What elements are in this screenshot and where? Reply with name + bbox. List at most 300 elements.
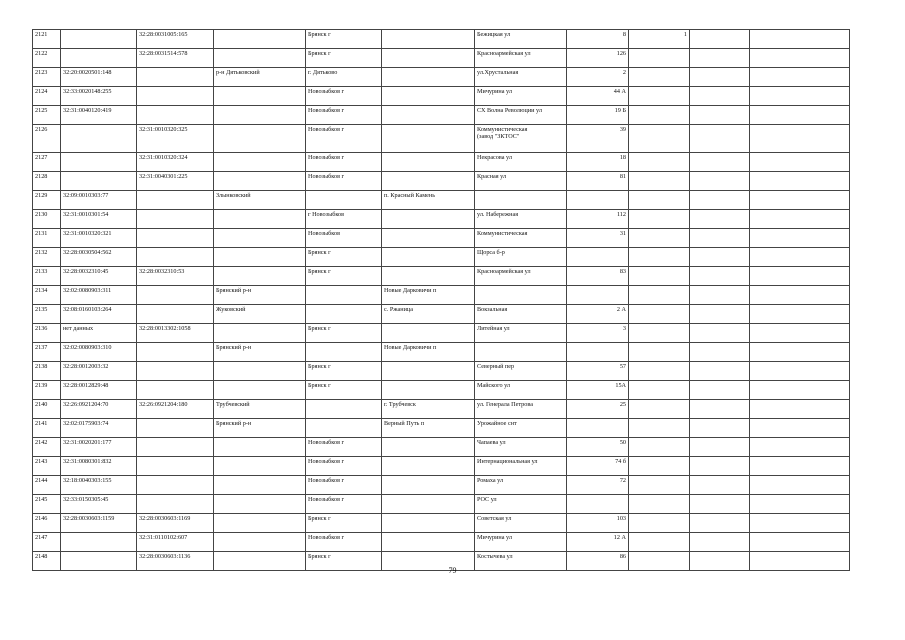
cell-settlement: Новые Дарковичи п	[382, 286, 475, 305]
cell-building-number	[629, 172, 690, 191]
table-row	[33, 438, 850, 457]
cell-house-number: 81	[567, 172, 629, 191]
table-row	[33, 87, 850, 106]
cell-cadastral-number-related: 32:28:0031514:578	[137, 49, 214, 68]
cell-cadastral-number: 32:31:0020201:177	[61, 438, 137, 457]
cell-city: Новозыбков г	[306, 172, 382, 191]
cell-street: Некрасова ул	[475, 153, 567, 172]
cell-settlement	[382, 210, 475, 229]
cell-building-number	[629, 87, 690, 106]
cell-extra-1	[690, 400, 750, 419]
cell-extra-2	[750, 514, 850, 533]
cell-extra-1	[690, 267, 750, 286]
cell-cadastral-number: нет данных	[61, 324, 137, 343]
cell-extra-2	[750, 87, 850, 106]
cell-extra-2	[750, 229, 850, 248]
cell-building-number	[629, 267, 690, 286]
cell-street: Мичурина ул	[475, 533, 567, 552]
cell-district: Трубчевский	[214, 400, 306, 419]
table-row	[33, 533, 850, 552]
cell-street: Интернациональная ул	[475, 457, 567, 476]
cell-district: Брянский р-н	[214, 419, 306, 438]
cell-building-number	[629, 476, 690, 495]
cell-settlement	[382, 153, 475, 172]
cell-city: Новозыбков г	[306, 125, 382, 153]
cell-city	[306, 400, 382, 419]
cell-house-number: 25	[567, 400, 629, 419]
cell-extra-1	[690, 457, 750, 476]
cell-district	[214, 533, 306, 552]
cell-row-number: 2144	[33, 476, 61, 495]
cell-settlement: п. Красный Камень	[382, 191, 475, 210]
cell-city: г Новозыбков	[306, 210, 382, 229]
cell-house-number: 112	[567, 210, 629, 229]
cell-district: р-н Дятьковский	[214, 68, 306, 87]
cell-district	[214, 476, 306, 495]
cell-city: Брянск г	[306, 381, 382, 400]
cell-street: СХ Волна Революции ул	[475, 106, 567, 125]
cell-extra-2	[750, 191, 850, 210]
cell-district: Брянский р-н	[214, 286, 306, 305]
cell-extra-2	[750, 400, 850, 419]
table-row	[33, 49, 850, 68]
registry-sheet	[32, 29, 850, 571]
cell-cadastral-number: 32:09:0010303:77	[61, 191, 137, 210]
cell-street: Красноармейская ул	[475, 267, 567, 286]
cell-row-number: 2131	[33, 229, 61, 248]
cell-city	[306, 419, 382, 438]
cell-cadastral-number-related	[137, 457, 214, 476]
cell-cadastral-number: 32:28:0032310:45	[61, 267, 137, 286]
cell-building-number	[629, 191, 690, 210]
cell-city	[306, 343, 382, 362]
cell-settlement	[382, 457, 475, 476]
cell-street	[475, 343, 567, 362]
table-row	[33, 172, 850, 191]
cell-district	[214, 248, 306, 267]
cell-district	[214, 153, 306, 172]
cell-extra-2	[750, 68, 850, 87]
cell-city: Брянск г	[306, 248, 382, 267]
cell-street: Красная ул	[475, 172, 567, 191]
table-row	[33, 476, 850, 495]
page-number: 79	[448, 566, 457, 575]
cell-cadastral-number-related: 32:28:0032310:53	[137, 267, 214, 286]
table-row	[33, 191, 850, 210]
cell-cadastral-number	[61, 125, 137, 153]
cell-building-number	[629, 305, 690, 324]
cell-building-number	[629, 229, 690, 248]
cell-extra-1	[690, 438, 750, 457]
cell-extra-2	[750, 495, 850, 514]
cell-house-number: 83	[567, 267, 629, 286]
cell-street: Бежицкая ул	[475, 30, 567, 49]
cell-cadastral-number: 32:28:0030504:562	[61, 248, 137, 267]
table-row	[33, 419, 850, 438]
cell-row-number: 2143	[33, 457, 61, 476]
cell-extra-2	[750, 438, 850, 457]
cell-cadastral-number-related: 32:31:0040301:225	[137, 172, 214, 191]
cell-row-number: 2136	[33, 324, 61, 343]
cell-city: Новозыбков г	[306, 87, 382, 106]
table-row	[33, 30, 850, 49]
cell-district: Злынковский	[214, 191, 306, 210]
cell-house-number: 44 А	[567, 87, 629, 106]
cell-row-number: 2133	[33, 267, 61, 286]
cell-row-number: 2142	[33, 438, 61, 457]
cell-extra-1	[690, 191, 750, 210]
cell-city	[306, 286, 382, 305]
cell-cadastral-number-related	[137, 191, 214, 210]
cell-cadastral-number-related	[137, 495, 214, 514]
table-row	[33, 229, 850, 248]
cell-cadastral-number: 32:31:0010320:321	[61, 229, 137, 248]
cell-building-number	[629, 210, 690, 229]
cell-cadastral-number	[61, 172, 137, 191]
cell-building-number	[629, 125, 690, 153]
cell-extra-1	[690, 343, 750, 362]
cell-settlement	[382, 49, 475, 68]
cell-city	[306, 305, 382, 324]
cell-district	[214, 87, 306, 106]
cell-extra-1	[690, 87, 750, 106]
cell-street	[475, 191, 567, 210]
cell-street: Чапаева ул	[475, 438, 567, 457]
cell-row-number: 2132	[33, 248, 61, 267]
cell-city: Новозыбков	[306, 229, 382, 248]
cell-extra-1	[690, 381, 750, 400]
cell-extra-2	[750, 153, 850, 172]
table-row	[33, 514, 850, 533]
cell-extra-2	[750, 362, 850, 381]
cell-settlement	[382, 87, 475, 106]
cell-cadastral-number: 32:28:0030603:1159	[61, 514, 137, 533]
cell-district: Жуковский	[214, 305, 306, 324]
cell-cadastral-number	[61, 30, 137, 49]
cell-row-number: 2148	[33, 552, 61, 571]
cell-cadastral-number: 32:02:0175903:74	[61, 419, 137, 438]
cell-house-number: 39	[567, 125, 629, 153]
cell-extra-1	[690, 68, 750, 87]
cell-extra-2	[750, 343, 850, 362]
cell-row-number: 2128	[33, 172, 61, 191]
cell-row-number: 2138	[33, 362, 61, 381]
cell-row-number: 2125	[33, 106, 61, 125]
cell-cadastral-number-related: 32:26:0921204:180	[137, 400, 214, 419]
cell-extra-1	[690, 324, 750, 343]
table-row	[33, 106, 850, 125]
cell-cadastral-number-related	[137, 381, 214, 400]
table-row	[33, 343, 850, 362]
cell-district: Брянский р-н	[214, 343, 306, 362]
cell-settlement	[382, 381, 475, 400]
cell-row-number: 2137	[33, 343, 61, 362]
cell-street: Коммунистическая	[475, 229, 567, 248]
cell-street: ул.Хрустальная	[475, 68, 567, 87]
cell-city: Новозыбков г	[306, 533, 382, 552]
cell-building-number	[629, 495, 690, 514]
cell-house-number: 2 А	[567, 305, 629, 324]
cell-row-number: 2135	[33, 305, 61, 324]
cell-settlement: Новые Дарковичи п	[382, 343, 475, 362]
cell-settlement	[382, 125, 475, 153]
table-row	[33, 68, 850, 87]
cell-district	[214, 514, 306, 533]
table-row	[33, 286, 850, 305]
cell-district	[214, 125, 306, 153]
cell-city: Брянск г	[306, 30, 382, 49]
table-row	[33, 153, 850, 172]
cell-city: Брянск г	[306, 362, 382, 381]
cell-cadastral-number: 32:31:0040120:419	[61, 106, 137, 125]
cell-street: Урожайное снт	[475, 419, 567, 438]
cell-row-number: 2127	[33, 153, 61, 172]
cell-extra-2	[750, 210, 850, 229]
cell-extra-2	[750, 457, 850, 476]
registry-table-body	[33, 30, 850, 571]
cell-row-number: 2123	[33, 68, 61, 87]
cell-district	[214, 362, 306, 381]
cell-extra-1	[690, 362, 750, 381]
cell-city: Новозыбков г	[306, 476, 382, 495]
cell-building-number	[629, 106, 690, 125]
cell-settlement	[382, 495, 475, 514]
cell-settlement	[382, 267, 475, 286]
cell-extra-2	[750, 476, 850, 495]
cell-cadastral-number: 32:28:0012829:48	[61, 381, 137, 400]
cell-extra-1	[690, 248, 750, 267]
cell-cadastral-number-related	[137, 419, 214, 438]
cell-building-number	[629, 457, 690, 476]
cell-extra-2	[750, 172, 850, 191]
cell-cadastral-number: 32:08:0160103:264	[61, 305, 137, 324]
cell-cadastral-number: 32:02:0080903:310	[61, 343, 137, 362]
cell-street: ул. Генерала Петрова	[475, 400, 567, 419]
cell-extra-1	[690, 305, 750, 324]
cell-row-number: 2126	[33, 125, 61, 153]
cell-settlement	[382, 229, 475, 248]
cell-settlement	[382, 533, 475, 552]
cell-house-number: 57	[567, 362, 629, 381]
table-row	[33, 495, 850, 514]
cell-district	[214, 229, 306, 248]
cell-building-number	[629, 286, 690, 305]
cell-extra-2	[750, 248, 850, 267]
cell-cadastral-number-related	[137, 362, 214, 381]
cell-building-number	[629, 419, 690, 438]
cell-building-number	[629, 400, 690, 419]
registry-table	[32, 29, 850, 571]
cell-city: Брянск г	[306, 324, 382, 343]
cell-district	[214, 30, 306, 49]
cell-house-number	[567, 495, 629, 514]
cell-city: Новозыбков г	[306, 106, 382, 125]
cell-extra-2	[750, 30, 850, 49]
cell-city: Брянск г	[306, 267, 382, 286]
cell-house-number: 31	[567, 229, 629, 248]
cell-house-number: 103	[567, 514, 629, 533]
cell-building-number	[629, 324, 690, 343]
cell-cadastral-number	[61, 153, 137, 172]
cell-extra-2	[750, 286, 850, 305]
cell-settlement	[382, 438, 475, 457]
cell-district	[214, 438, 306, 457]
cell-city: Новозыбков г	[306, 495, 382, 514]
cell-house-number: 12 А	[567, 533, 629, 552]
cell-city: Брянск г	[306, 49, 382, 68]
cell-street: РОС ул	[475, 495, 567, 514]
cell-street: Литейная ул	[475, 324, 567, 343]
cell-house-number: 15А	[567, 381, 629, 400]
cell-cadastral-number-related	[137, 87, 214, 106]
cell-cadastral-number: 32:33:0020148:255	[61, 87, 137, 106]
cell-extra-1	[690, 419, 750, 438]
cell-cadastral-number-related	[137, 68, 214, 87]
cell-street: Майского ул	[475, 381, 567, 400]
cell-settlement	[382, 30, 475, 49]
cell-cadastral-number-related	[137, 248, 214, 267]
table-row	[33, 305, 850, 324]
cell-city: Новозыбков г	[306, 457, 382, 476]
cell-extra-1	[690, 229, 750, 248]
cell-building-number	[629, 514, 690, 533]
cell-settlement: г. Трубчевск	[382, 400, 475, 419]
cell-settlement: Верный Путь п	[382, 419, 475, 438]
cell-street: Красноармейская ул	[475, 49, 567, 68]
cell-extra-1	[690, 286, 750, 305]
table-row	[33, 125, 850, 153]
cell-settlement: с. Ржаница	[382, 305, 475, 324]
cell-extra-1	[690, 30, 750, 49]
cell-cadastral-number-related	[137, 438, 214, 457]
cell-building-number	[629, 533, 690, 552]
cell-cadastral-number-related: 32:31:0010320:325	[137, 125, 214, 153]
cell-extra-2	[750, 324, 850, 343]
cell-building-number	[629, 362, 690, 381]
cell-cadastral-number-related: 32:31:0010320:324	[137, 153, 214, 172]
cell-cadastral-number-related	[137, 343, 214, 362]
cell-row-number: 2139	[33, 381, 61, 400]
cell-city: Брянск г	[306, 514, 382, 533]
cell-house-number: 50	[567, 438, 629, 457]
cell-cadastral-number: 32:18:0040303:155	[61, 476, 137, 495]
table-row	[33, 267, 850, 286]
cell-extra-2	[750, 106, 850, 125]
table-row	[33, 324, 850, 343]
table-row	[33, 400, 850, 419]
cell-row-number: 2146	[33, 514, 61, 533]
cell-settlement	[382, 106, 475, 125]
cell-settlement	[382, 362, 475, 381]
cell-district	[214, 267, 306, 286]
cell-street: ул. Набережная	[475, 210, 567, 229]
table-row	[33, 362, 850, 381]
cell-building-number	[629, 438, 690, 457]
cell-cadastral-number-related	[137, 476, 214, 495]
cell-extra-1	[690, 476, 750, 495]
cell-cadastral-number: 32:02:0080903:311	[61, 286, 137, 305]
cell-house-number: 3	[567, 324, 629, 343]
cell-cadastral-number-related: 32:31:0110102:607	[137, 533, 214, 552]
cell-house-number	[567, 343, 629, 362]
cell-extra-1	[690, 210, 750, 229]
cell-street: Советская ул	[475, 514, 567, 533]
cell-cadastral-number: 32:28:0012003:32	[61, 362, 137, 381]
cell-house-number	[567, 286, 629, 305]
cell-street: Мичурина ул	[475, 87, 567, 106]
cell-settlement	[382, 248, 475, 267]
cell-cadastral-number: 32:31:0010301:54	[61, 210, 137, 229]
cell-row-number: 2130	[33, 210, 61, 229]
cell-street: Щорса б-р	[475, 248, 567, 267]
cell-house-number	[567, 248, 629, 267]
table-row	[33, 457, 850, 476]
cell-settlement	[382, 514, 475, 533]
cell-cadastral-number-related: 32:28:0030603:1136	[137, 552, 214, 571]
cell-cadastral-number-related	[137, 286, 214, 305]
cell-city	[306, 191, 382, 210]
cell-street: Вокзальная	[475, 305, 567, 324]
cell-cadastral-number-related	[137, 106, 214, 125]
cell-extra-1	[690, 153, 750, 172]
cell-city: г. Дятьково	[306, 68, 382, 87]
cell-street: Костычева ул	[475, 552, 567, 571]
cell-row-number: 2124	[33, 87, 61, 106]
cell-extra-2	[750, 267, 850, 286]
cell-house-number: 126	[567, 49, 629, 68]
cell-row-number: 2122	[33, 49, 61, 68]
cell-house-number: 2	[567, 68, 629, 87]
cell-street: Северный пер	[475, 362, 567, 381]
cell-cadastral-number-related: 32:28:0030603:1169	[137, 514, 214, 533]
table-row	[33, 248, 850, 267]
cell-house-number: 8	[567, 30, 629, 49]
cell-row-number: 2121	[33, 30, 61, 49]
cell-house-number: 19 Б	[567, 106, 629, 125]
cell-extra-2	[750, 533, 850, 552]
cell-extra-1	[690, 106, 750, 125]
cell-cadastral-number-related: 32:28:0031005:165	[137, 30, 214, 49]
cell-district	[214, 457, 306, 476]
cell-district	[214, 495, 306, 514]
street-line: Коммунистическая	[477, 126, 528, 133]
cell-settlement	[382, 324, 475, 343]
cell-extra-1	[690, 125, 750, 153]
cell-cadastral-number	[61, 49, 137, 68]
cell-district	[214, 49, 306, 68]
cell-extra-1	[690, 172, 750, 191]
cell-house-number: 86	[567, 552, 629, 571]
cell-row-number: 2141	[33, 419, 61, 438]
cell-building-number	[629, 68, 690, 87]
cell-house-number	[567, 191, 629, 210]
cell-street	[475, 286, 567, 305]
cell-cadastral-number-related	[137, 210, 214, 229]
cell-building-number	[629, 49, 690, 68]
cell-row-number: 2134	[33, 286, 61, 305]
table-row	[33, 381, 850, 400]
cell-district	[214, 381, 306, 400]
cell-street: Ромаха ул	[475, 476, 567, 495]
cell-building-number	[629, 343, 690, 362]
cell-district	[214, 210, 306, 229]
cell-building-number	[629, 248, 690, 267]
cell-settlement	[382, 68, 475, 87]
cell-cadastral-number: 32:20:0020501:148	[61, 68, 137, 87]
cell-district	[214, 106, 306, 125]
cell-house-number	[567, 419, 629, 438]
cell-row-number: 2140	[33, 400, 61, 419]
